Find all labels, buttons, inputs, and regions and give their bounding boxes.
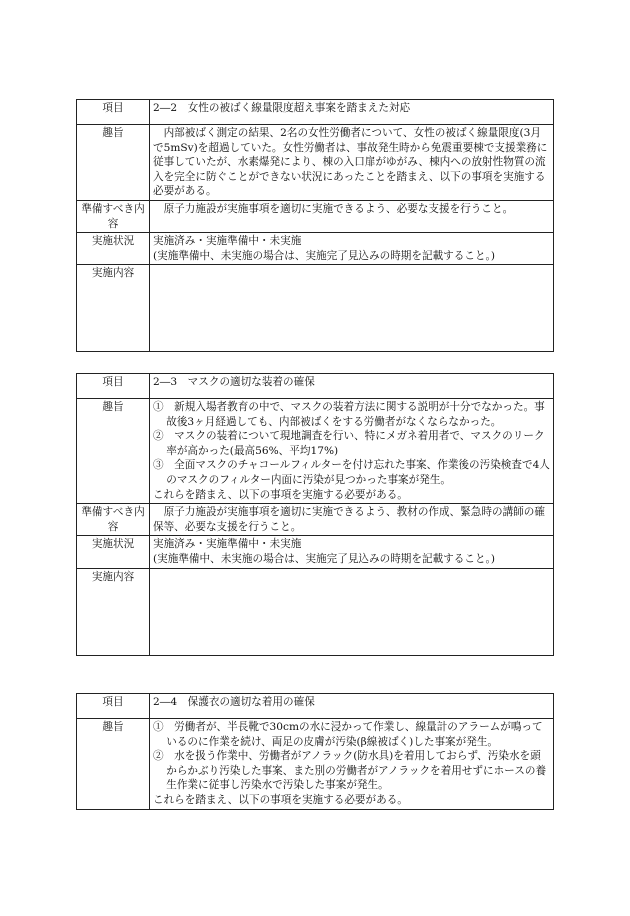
content-cell[interactable] bbox=[150, 265, 554, 352]
prep-label: 準備すべき内容 bbox=[77, 200, 150, 232]
prep-text: 原子力施設が実施事項を適切に実施できるよう、教材の作成、緊急時の講師の確保等、必要な支援を行うこと。 bbox=[153, 506, 545, 533]
purpose-item-1: ① 新規入場者教育の中で、マスクの装着方法に関する説明が十分でなかった。事故後3ヶ月経過しても、内部被ばくをする労働者がなくならなかった。 bbox=[153, 401, 545, 428]
purpose-label: 趣旨 bbox=[77, 399, 150, 504]
prep-cell bbox=[150, 504, 554, 536]
item-title: 2―3 マスクの適切な装着の確保 bbox=[150, 374, 554, 399]
purpose-item-2: ② マスクの装着について現地調査を行い、特にメガネ着用者で、マスクのリーク率が高かった(最高56%、平均17%) bbox=[153, 430, 545, 457]
purpose-cell bbox=[150, 719, 554, 810]
content-cell[interactable] bbox=[150, 568, 554, 655]
section-2-4-table bbox=[76, 693, 554, 810]
item-title: 2―4 保護衣の適切な着用の確保 bbox=[150, 694, 554, 719]
purpose-item-2: ② 水を扱う作業中、労働者がアノラック(防水具)を着用しておらず、汚染水を頭からかぶり汚染した事案、また別の労働者がアノラックを着用せずにホースの養生作業に従事し汚染水で汚染した事案が発生。 bbox=[153, 750, 547, 792]
item-title: 2―2 女性の被ばく線量限度超え事案を踏まえた対応 bbox=[150, 100, 554, 125]
item-label: 項目 bbox=[77, 374, 150, 399]
prep-text: 原子力施設が実施事項を適切に実施できるよう、必要な支援を行うこと。 bbox=[163, 202, 514, 215]
purpose-text: 内部被ばく測定の結果、2名の女性労働者について、女性の被ばく線量限度(3月で5mSv)を超過していた。女性労働者は、事故発生時から免震重要棟で支援業務に従事していたが、水素爆発により、棟の入口扉がゆがみ、棟内への放射性物質の流入を完全に防ぐことができない状況にあったことを踏まえ、以下の事項を実施する必要がある。 bbox=[153, 127, 548, 198]
status-cell bbox=[150, 536, 554, 568]
section-2-2-table bbox=[76, 99, 554, 352]
status-cell bbox=[150, 233, 554, 265]
status-note: (実施準備中、未実施の場合は、実施完了見込みの時期を記載すること。) bbox=[153, 552, 495, 565]
status-options: 実施済み・実施準備中・未実施 bbox=[153, 538, 302, 551]
purpose-cell bbox=[150, 125, 554, 201]
status-label: 実施状況 bbox=[77, 536, 150, 568]
purpose-cell bbox=[150, 399, 554, 504]
content-label: 実施内容 bbox=[77, 568, 150, 655]
purpose-label: 趣旨 bbox=[77, 719, 150, 810]
purpose-item-1: ① 労働者が、半長靴で30cmの水に浸かって作業し、線量計のアラームが鳴っているのに作業を続け、両足の皮膚が汚染(β線被ばく)した事案が発生。 bbox=[153, 721, 543, 748]
status-options: 実施済み・実施準備中・未実施 bbox=[153, 235, 302, 248]
status-label: 実施状況 bbox=[77, 233, 150, 265]
section-2-3-table bbox=[76, 373, 554, 656]
item-label: 項目 bbox=[77, 694, 150, 719]
purpose-label: 趣旨 bbox=[77, 125, 150, 201]
item-label: 項目 bbox=[77, 100, 150, 125]
purpose-item-3: ③ 全面マスクのチャコールフィルターを付け忘れた事案、作業後の汚染検査で4人のマスクのフィルター内面に汚染が見つかった事案が発生。 bbox=[153, 459, 550, 486]
prep-label: 準備すべき内容 bbox=[77, 504, 150, 536]
purpose-closing: これらを踏まえ、以下の事項を実施する必要がある。 bbox=[153, 488, 408, 501]
content-label: 実施内容 bbox=[77, 265, 150, 352]
prep-cell bbox=[150, 200, 554, 232]
purpose-closing: これらを踏まえ、以下の事項を実施する必要がある。 bbox=[153, 793, 408, 806]
status-note: (実施準備中、未実施の場合は、実施完了見込みの時期を記載すること。) bbox=[153, 249, 495, 262]
